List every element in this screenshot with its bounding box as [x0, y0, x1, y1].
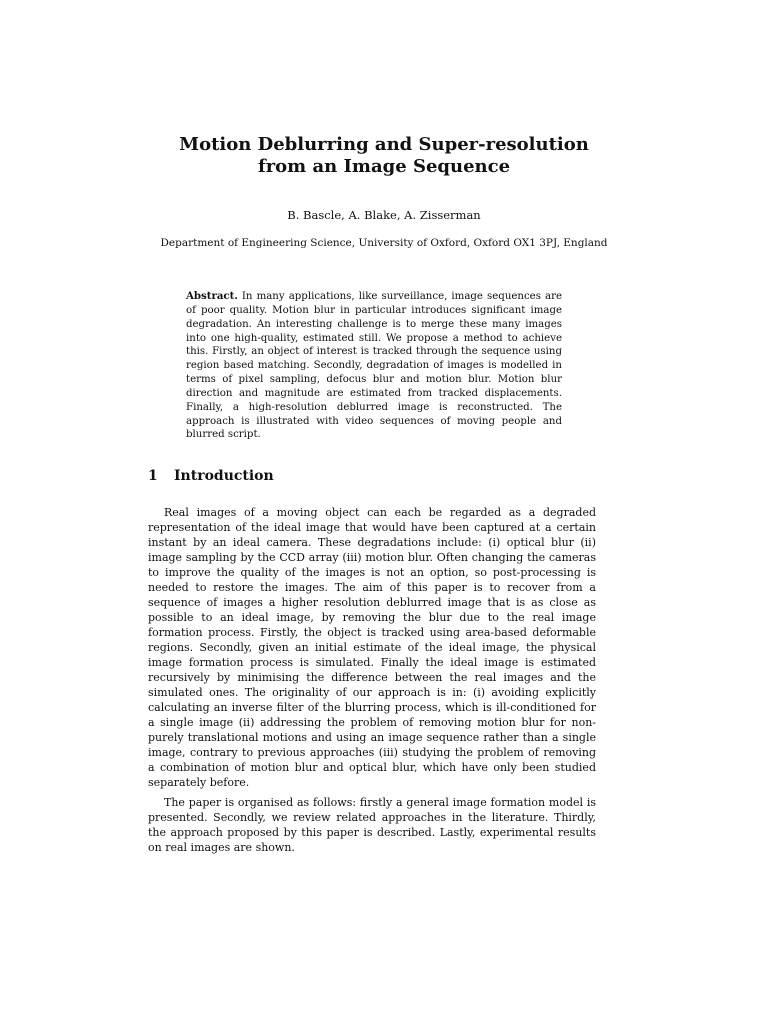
title-line-1: Motion Deblurring and Super-resolution — [179, 134, 589, 155]
title-line-2: from an Image Sequence — [257, 156, 511, 177]
body-paragraph-2: The paper is organised as follows: firstly a general image formation model is presented. Secondly, we review related approaches in the literature. Thirdly, the approach proposed by this paper is described. Lastly, experimental results on real images are shown. — [148, 796, 596, 854]
section-title: Introduction — [174, 468, 274, 484]
body-paragraph-1: Real images of a moving object can each be regarded as a degraded representation of the ideal image that would have been captured at a certain instant by an ideal camera. These degradations include: (i) optical blur (ii) image sampling by the CCD array (iii) motion blur. Often changing the cameras to improve the quality of the images is not an option, so post-processing is needed to restore the images. The aim of this paper is to recover from a sequence of images a higher resolution deblurred image that is as close as possible to an ideal image, by removing the blur due to the real image formation process. Firstly, the object is tracked using area-based deformable regions. Secondly, given an initial estimate of the ideal image, the physical image formation process is simulated. Finally the ideal image is estimated recursively by minimising the difference between the real images and the simulated ones. The originality of our approach is in: (i) avoiding explicitly calculating an inverse filter of the blurring process, which is ill-conditioned for a single image (ii) addressing the problem of removing motion blur for non-purely translational motions and using an image sequence rather than a single image, contrary to previous approaches (iii) studying the problem of removing a combination of motion blur and optical blur, which have only been studied separately before. — [148, 506, 596, 789]
section-heading-introduction — [148, 467, 274, 485]
section-number: 1 — [148, 468, 158, 484]
introduction-body — [148, 505, 596, 860]
author-list: B. Bascle, A. Blake, A. Zisserman — [287, 208, 481, 222]
paper-title — [0, 134, 768, 178]
abstract-label: Abstract. — [186, 290, 238, 302]
abstract-text: In many applications, like surveillance, image sequences are of poor quality. Motion blur in particular introduces significant image degradation. An interesting challenge is to merge these many images into one high-quality, estimated still. We propose a method to achieve this. Firstly, an object of interest is tracked through the sequence using region based matching. Secondly, degradation of images is modelled in terms of pixel sampling, defocus blur and motion blur. Motion blur direction and magnitude are estimated from tracked displacements. Finally, a high-resolution deblurred image is reconstructed. The approach is illustrated with video sequences of moving people and blurred script. — [186, 291, 562, 441]
author-affiliation: Department of Engineering Science, University of Oxford, Oxford OX1 3PJ, England — [160, 237, 608, 249]
abstract — [186, 290, 562, 442]
